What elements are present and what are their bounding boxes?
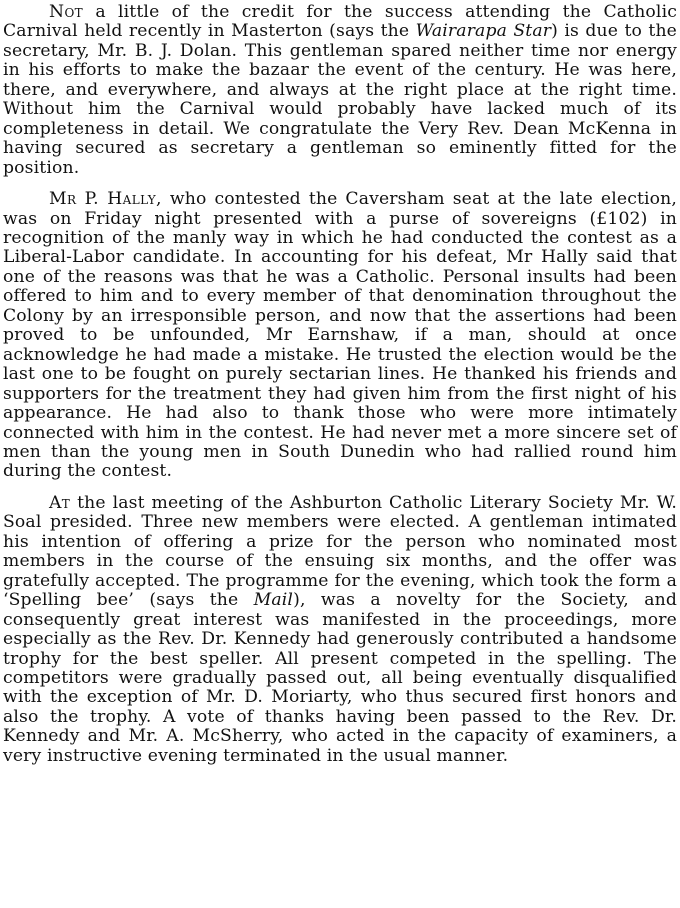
paragraph-text: ), was a novelty for the Society, and consequently great interest was manifested in the proceedings, more especially as the Rev. Dr. Kennedy had generously contributed a handsome trophy for the best speller. All present competed in the spelling. The competitors were gradually passed out, all being eventually disqualified with the exception of Mr. D. Moriarty, who thus secured first honors and also the trophy. A vote of thanks having been passed to the Rev. Dr. Kennedy and Mr. A. McSherry, who acted in the capacity of examiners, a very instructive evening terminated in the usual manner. <box>3 590 677 766</box>
newspaper-name: Wairarapa Star <box>415 21 552 42</box>
paragraph-text: ) is due to the secretary, Mr. B. J. Dolan. This gentleman spared neither time nor energy in his efforts to make the bazaar the event of the century. He was here, there, and everywhere, and always at the right place at the right time. Without him the Carnival would probably have lacked much of its completeness in detail. We congratulate the Very Rev. Dean McKenna in having secured as secretary a gentleman so eminently fitted for the position. <box>3 21 677 178</box>
lead-words: Mr P. Hally, <box>49 189 162 210</box>
paragraph-text: a little of the credit for the success attending the Catholic Carnival held recently in Masterton (says the <box>3 2 677 42</box>
paragraph-hally <box>3 190 677 482</box>
lead-words: At <box>49 492 71 513</box>
paragraph-ashburton <box>3 494 677 766</box>
lead-words: Not <box>49 2 84 22</box>
paragraph-text: who contested the Caversham seat at the late election, was on Friday night presented with a purse of sovereigns (£102) in recognition of the manly way in which he had conducted the contest as a Liberal-Labor candidate. In accounting for his defeat, Mr Hally said that one of the reasons was that he was a Catholic. Personal insults had been offered to him and to every member of that denomination throughout the Colony by an irresponsible person, and now that the assertions had been proved to be unfounded, Mr Earnshaw, if a man, should at once acknowledge he had made a mistake. He trusted the election would be the last one to be fought on purely sectarian lines. He thanked his friends and supporters for the treatment they had given him from the first night of his appearance. He had also to thank those who were more intimately connected with him in the contest. He had never met a more sincere set of men than the young men in South Dunedin who had rallied round him during the contest. <box>3 189 678 482</box>
newspaper-name: Mail <box>253 590 294 611</box>
paragraph-text: the last meeting of the Ashburton Catholic Literary Society Mr. W. Soal presided. Three new members were elected. A gentleman intimated his intention of offering a prize for the person who nominated most members in the course of the ensuing six months, and the offer was gratefully accepted. The programme for the evening, which took the form a ‘Spelling bee’ (says the <box>3 492 677 611</box>
paragraph-carnival <box>3 3 677 178</box>
